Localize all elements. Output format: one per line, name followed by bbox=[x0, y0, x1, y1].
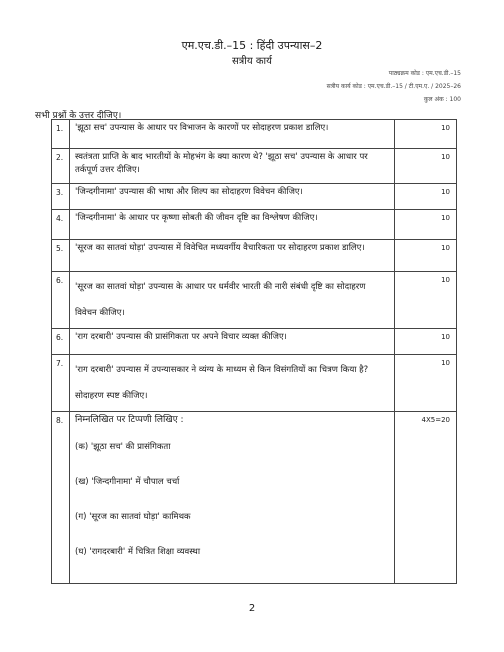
question-number: 8. bbox=[52, 412, 70, 584]
question-text: 'सूरज का सातवां घोड़ा' उपन्यास के आधार पर धर्मवीर भारती की नारी संबंधी दृष्टि का सोदाहरण विवेचन कीजिए। bbox=[70, 272, 395, 329]
question-row bbox=[52, 149, 457, 184]
question-row bbox=[52, 329, 457, 355]
questions-table bbox=[51, 119, 457, 584]
question-row-notes bbox=[52, 412, 457, 584]
notes-item: (घ) 'रागदरबारी' में चित्रित शिक्षा व्यवस्था bbox=[75, 547, 201, 557]
question-row bbox=[52, 272, 457, 329]
total-marks: कुल अंक : 100 bbox=[423, 96, 461, 103]
page-number: 2 bbox=[248, 603, 256, 614]
question-row bbox=[52, 240, 457, 272]
question-marks: 10 bbox=[395, 184, 457, 210]
document-subtitle: सत्रीय कार्य bbox=[232, 56, 272, 67]
question-number: 4. bbox=[52, 210, 70, 240]
document-title: एम.एच.डी.–15 : हिंदी उपन्यास–2 bbox=[181, 39, 323, 52]
question-marks: 10 bbox=[395, 272, 457, 329]
question-number: 1. bbox=[52, 120, 70, 149]
question-marks: 10 bbox=[395, 240, 457, 272]
assignment-code: सत्रीय कार्य कोड : एम.एच.डी.–15 / टी.एम.ए. / 2025–26 bbox=[326, 83, 461, 90]
question-marks: 10 bbox=[395, 210, 457, 240]
question-row bbox=[52, 210, 457, 240]
question-number: 5. bbox=[52, 240, 70, 272]
question-number: 2. bbox=[52, 149, 70, 184]
question-text: 'जिन्दगीनामा' के आधार पर कृष्णा सोबती की जीवन दृष्टि का विश्लेषण कीजिए। bbox=[70, 210, 395, 240]
question-text: स्वतंत्रता प्राप्ति के बाद भारतीयों के मोहभंग के क्या कारण थे? 'झूठा सच' उपन्यास के आधार पर तर्कपूर्ण उत्तर दीजिए। bbox=[70, 149, 395, 184]
question-marks: 10 bbox=[395, 329, 457, 355]
notes-item: (ख) 'जिन्दगीनामा' में चौपाल चर्चा bbox=[75, 477, 180, 487]
notes-item: (क) 'झूठा सच' की प्रासंगिकता bbox=[75, 442, 171, 452]
question-number: 6. bbox=[52, 272, 70, 329]
question-number: 3. bbox=[52, 184, 70, 210]
question-number: 6. bbox=[52, 329, 70, 355]
question-row bbox=[52, 184, 457, 210]
question-marks: 4X5=20 bbox=[395, 412, 457, 584]
notes-question bbox=[70, 412, 395, 584]
notes-item: (ग) 'सूरज का सातवां घोड़ा' कामिथक bbox=[75, 512, 191, 522]
course-code: पाठ्यक्रम कोड : एम.एच.डी.–15 bbox=[388, 70, 461, 77]
question-text: 'जिन्दगीनामा' उपन्यास की भाषा और शिल्प का सोदाहरण विवेचन कीजिए। bbox=[70, 184, 395, 210]
question-text: 'राग दरबारी' उपन्यास की प्रासंगिकता पर अपने विचार व्यक्त कीजिए। bbox=[70, 329, 395, 355]
question-text: 'सूरज का सातवां घोड़ा' उपन्यास में विवेचित मध्यवर्गीय वैचारिकता पर सोदाहरण प्रकाश डालिए। bbox=[70, 240, 395, 272]
question-marks: 10 bbox=[395, 355, 457, 412]
instruction-text: सभी प्रश्नों के उत्तर दीजिए। bbox=[35, 111, 122, 121]
question-text: 'झूठा सच' उपन्यास के आधार पर विभाजन के कारणों पर सोदाहरण प्रकाश डालिए। bbox=[70, 120, 395, 149]
question-number: 7. bbox=[52, 355, 70, 412]
question-marks: 10 bbox=[395, 120, 457, 149]
question-row bbox=[52, 120, 457, 149]
question-marks: 10 bbox=[395, 149, 457, 184]
notes-heading: निम्नलिखित पर टिप्पणी लिखिए : bbox=[75, 415, 184, 425]
question-text: 'राग दरबारी' उपन्यास में उपन्यासकार ने व्यंग्य के माध्यम से किन विसंगतियों का चित्रण किया है? सोदाहरण स्पष्ट कीजिए। bbox=[70, 355, 395, 412]
question-row bbox=[52, 355, 457, 412]
